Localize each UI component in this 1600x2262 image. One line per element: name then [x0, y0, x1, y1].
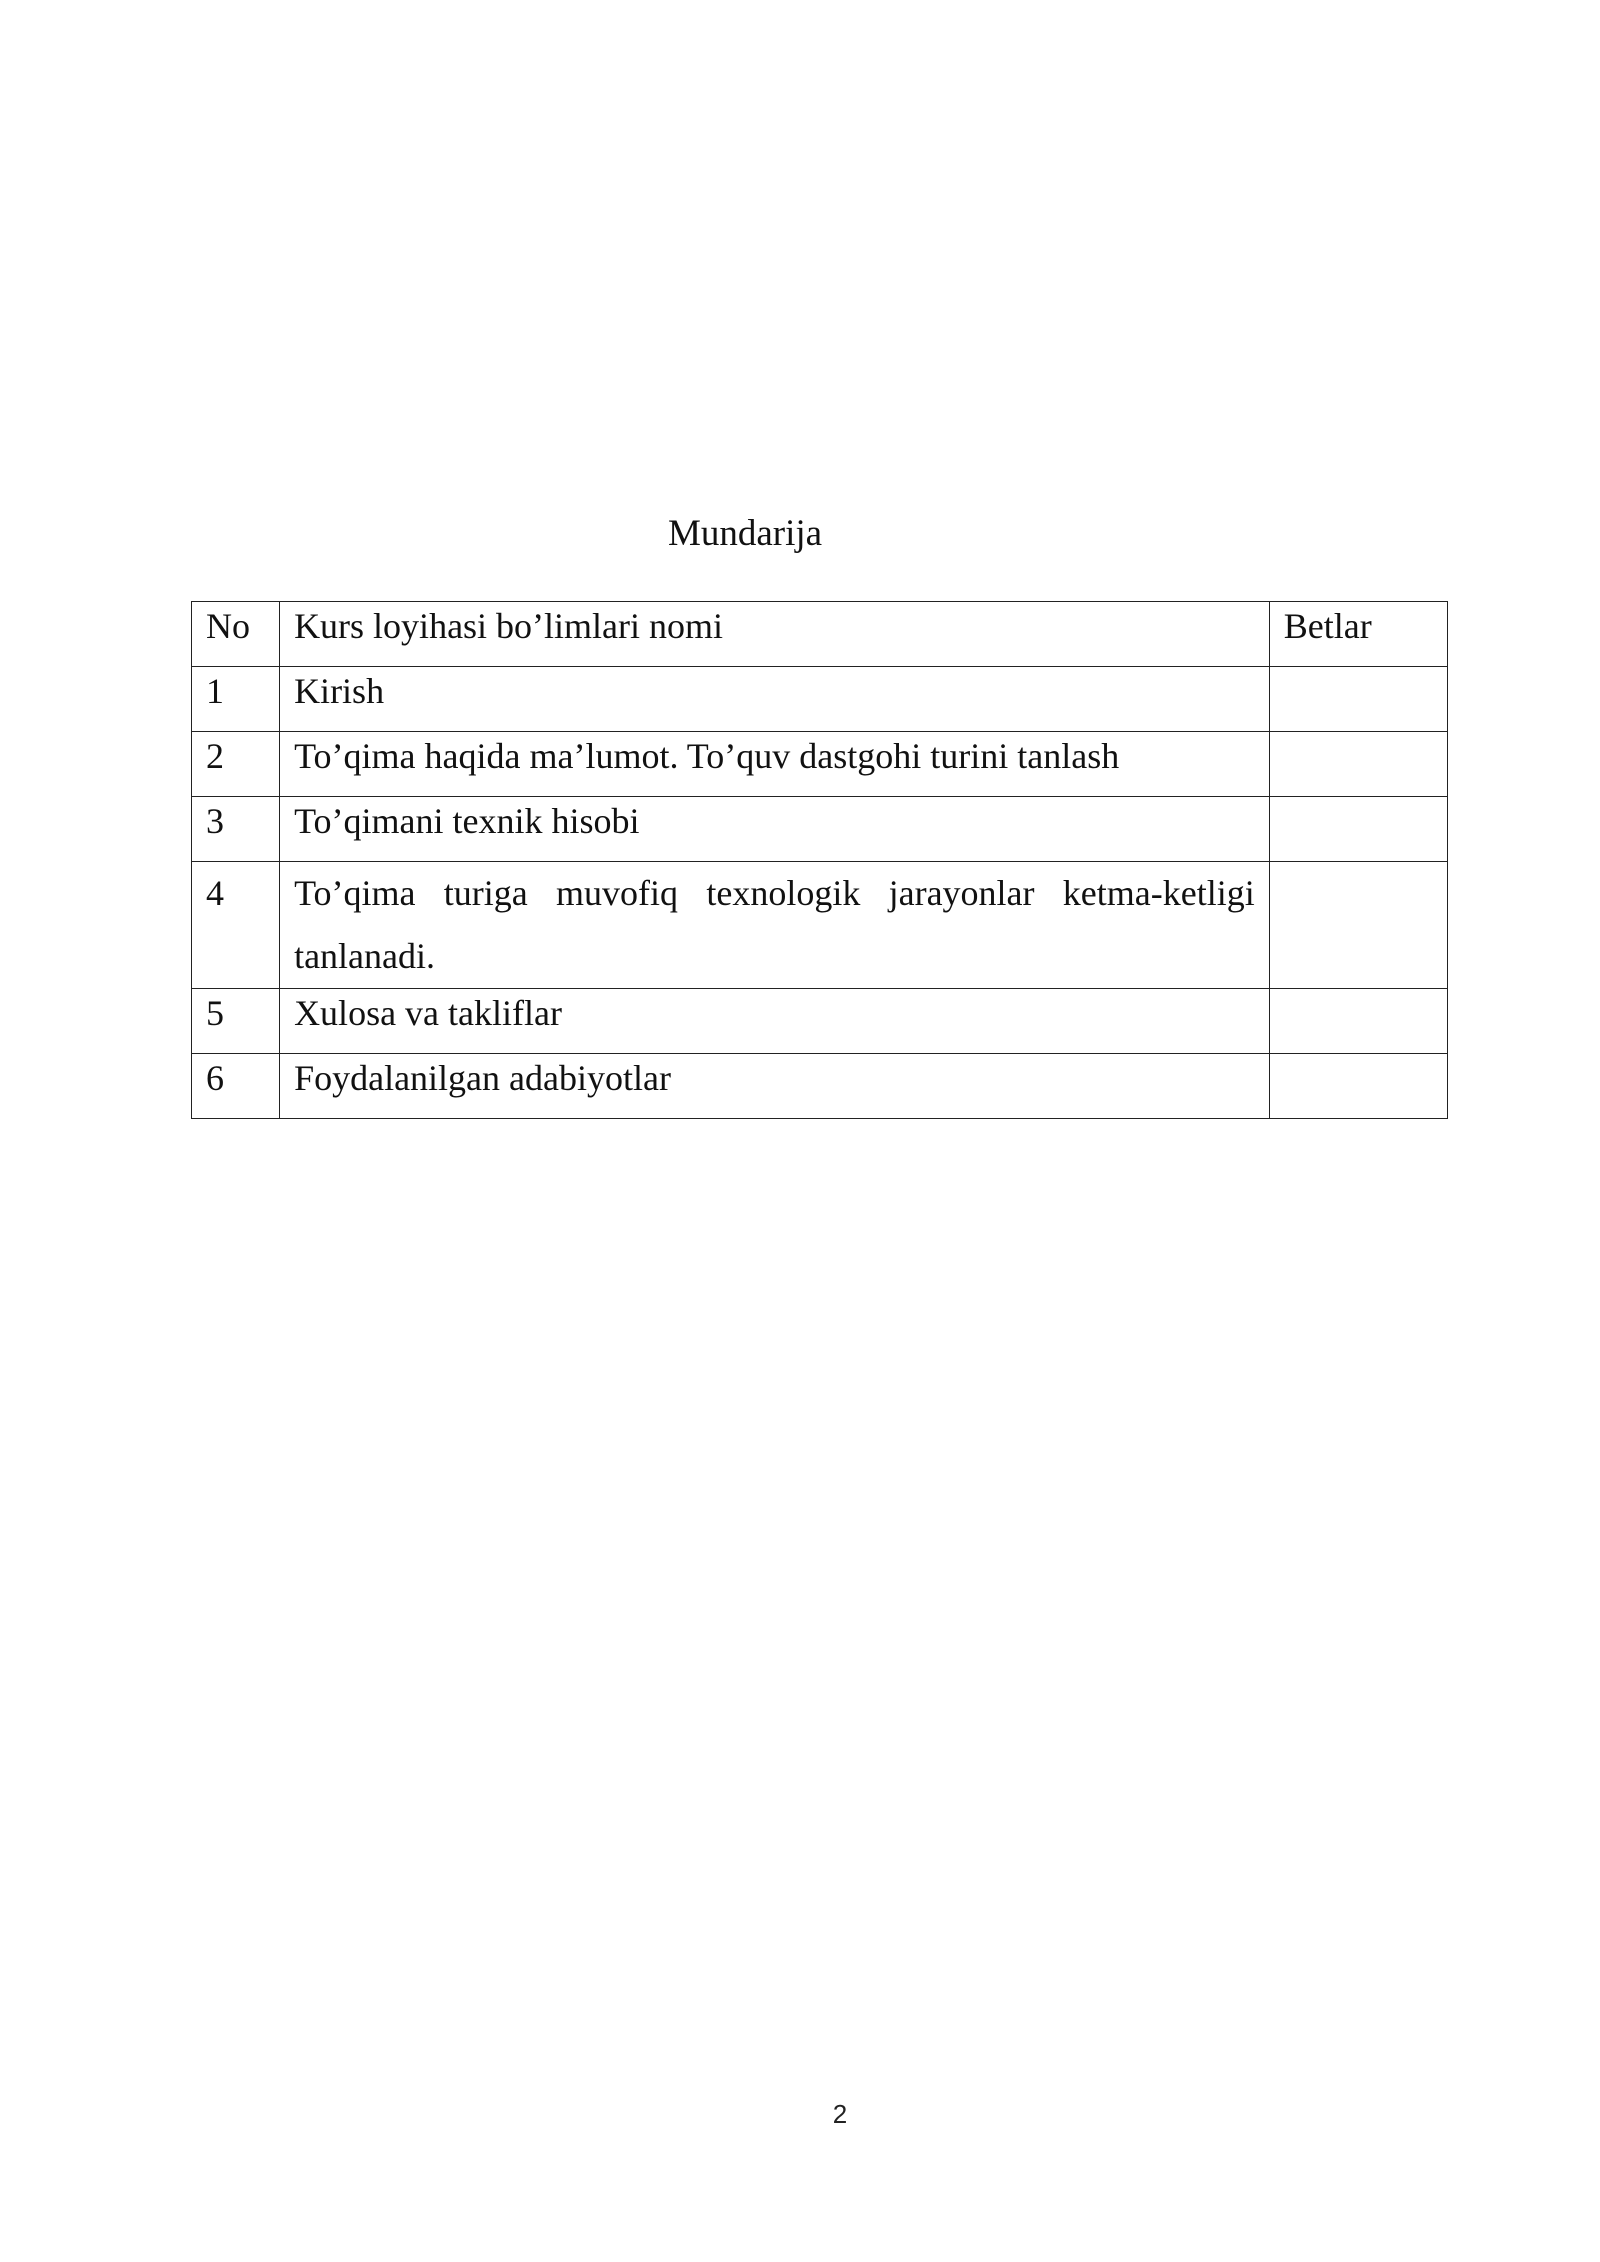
row-section-title: To’qimani texnik hisobi: [280, 797, 1270, 862]
header-no: No: [192, 602, 280, 667]
table-row: [192, 989, 1448, 1054]
row-number: 3: [192, 797, 280, 862]
table-of-contents: [191, 601, 1448, 1119]
row-number: 4: [192, 862, 280, 989]
row-pages: [1269, 732, 1447, 797]
page-number: 2: [832, 2099, 848, 2129]
row-pages: [1269, 989, 1447, 1054]
row-pages: [1269, 667, 1447, 732]
row-number: 5: [192, 989, 280, 1054]
header-pages: Betlar: [1269, 602, 1447, 667]
row-pages: [1269, 797, 1447, 862]
row-number: 1: [192, 667, 280, 732]
row-number: 6: [192, 1054, 280, 1119]
table-row: [192, 797, 1448, 862]
table-header-row: [192, 602, 1448, 667]
row-section-title: Xulosa va takliflar: [280, 989, 1270, 1054]
table-row: [192, 667, 1448, 732]
table-row: [192, 1054, 1448, 1119]
row-section-title: Kirish: [280, 667, 1270, 732]
document-title: Mundarija: [667, 513, 823, 554]
row-section-title: To’qima haqida ma’lumot. To’quv dastgohi turini tanlash: [280, 732, 1270, 797]
header-section-title: Kurs loyihasi bo’limlari nomi: [280, 602, 1270, 667]
table-row: [192, 732, 1448, 797]
row-section-title: Foydalanilgan adabiyotlar: [280, 1054, 1270, 1119]
row-pages: [1269, 862, 1447, 989]
row-pages: [1269, 1054, 1447, 1119]
table-row: [192, 862, 1448, 989]
row-number: 2: [192, 732, 280, 797]
row-section-title: To’qima turiga muvofiq texnologik jarayonlar ketma-ketligi tanlanadi.: [280, 862, 1270, 989]
